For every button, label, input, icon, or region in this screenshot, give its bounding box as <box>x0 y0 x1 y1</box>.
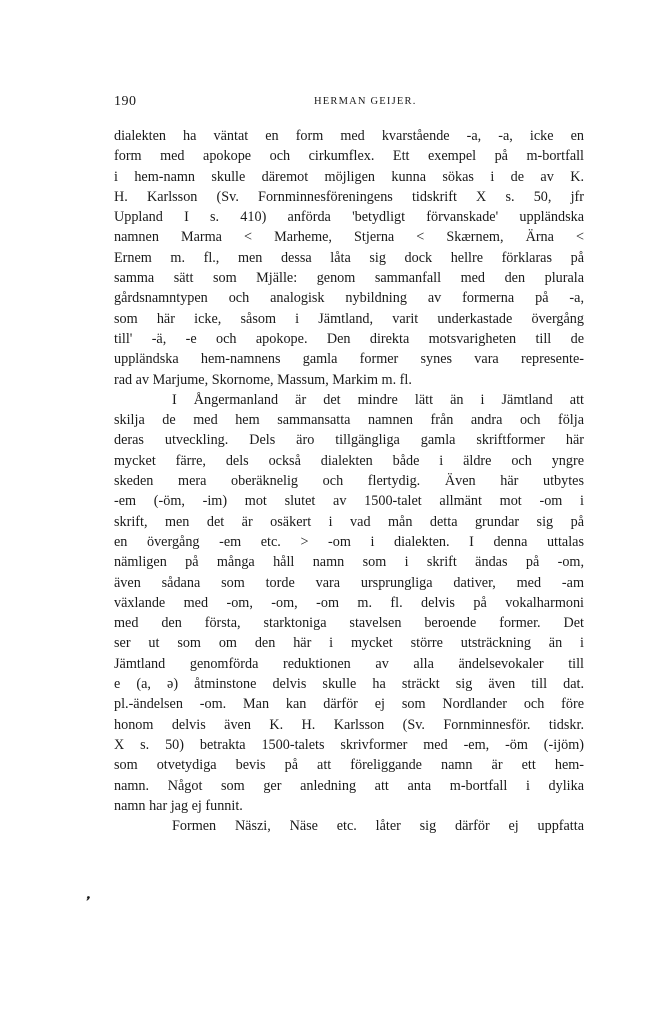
text-line: nämligen på många håll namn som i skrift ändas på -om, <box>114 554 584 571</box>
text-line: i hem-namn skulle däremot möjligen kunna sökas i de av K. <box>114 168 584 185</box>
page-number: 190 <box>114 94 137 109</box>
text-line: pl.-ändelsen -om. Man kan därför ej som Nordlander och före <box>114 696 584 713</box>
text-line: uppländska hem-namnens gamla former synes vara represente- <box>114 351 584 368</box>
text-line: e (a, ə) åtminstone delvis skulle ha sträckt sig även till dat. <box>114 676 584 693</box>
text-line: Uppland I s. 410) anförda 'betydligt förvanskade' uppländska <box>114 209 584 226</box>
text-line: samma sätt som Mjälle: genom sammanfall med den plurala <box>114 270 584 287</box>
text-line: skeden mera oberäknelig och flertydig. Även här utbytes <box>114 473 584 490</box>
text-line: Ernem m. fl., men dessa låta sig dock hellre förklaras på <box>114 249 584 266</box>
text-line: som här icke, såsom i Jämtland, varit underkastade övergång <box>114 310 584 327</box>
text-line: skilja de med hem sammansatta namnen från andra och följa <box>114 412 584 429</box>
text-line: till' -ä, -e och apokope. Den direkta motsvarigheten till de <box>114 330 584 347</box>
margin-mark-icon: ❜ <box>81 894 92 911</box>
text-line: växlande med -om, -om, -om m. fl. delvis på vokalharmoni <box>114 594 584 611</box>
text-line: som otvetydiga bevis på att föreliggande namn är ett hem- <box>114 757 584 774</box>
body-text <box>114 126 584 836</box>
text-line: även sådana som torde vara ursprungliga dativer, med -am <box>114 574 584 591</box>
text-line: mycket färre, dels också dialekten både i äldre och yngre <box>114 452 584 469</box>
text-line: Jämtland genomförda reduktionen av alla ändelsevokaler till <box>114 655 584 672</box>
text-line: namn har jag ej funnit. <box>114 797 243 814</box>
text-line: X s. 50) betrakta 1500-talets skrivformer med -em, -öm (-ijöm) <box>114 736 584 753</box>
text-line: -em (-öm, -im) mot slutet av 1500-talet allmänt mot -om i <box>114 493 584 510</box>
running-title: HERMAN GEIJER. <box>314 96 417 107</box>
paragraph-start-line: I Ångermanland är det mindre lätt än i Jämtland att <box>172 391 584 408</box>
text-line: skrift, men det är osäkert i vad mån detta grundar sig på <box>114 513 584 530</box>
text-line: deras utveckling. Dels äro tillgängliga gamla skriftformer här <box>114 432 584 449</box>
text-line: namn. Något som ger anledning att anta m-bortfall i dylika <box>114 777 584 794</box>
text-line: form med apokope och cirkumflex. Ett exempel på m-bortfall <box>114 148 584 165</box>
text-line: ser ut som om den här i mycket större utsträckning än i <box>114 635 584 652</box>
text-line: H. Karlsson (Sv. Fornminnesföreningens tidskrift X s. 50, jfr <box>114 188 584 205</box>
paragraph-start-line: Formen Näszi, Näse etc. låter sig därför ej uppfatta <box>172 818 584 835</box>
text-line: en övergång -em etc. > -om i dialekten. I denna uttalas <box>114 533 584 550</box>
text-line: rad av Marjume, Skornome, Massum, Markim m. fl. <box>114 371 412 388</box>
text-line: gårdsnamntypen och analogisk nybildning av formerna på -a, <box>114 290 584 307</box>
text-line: med den första, starktoniga stavelsen beroende former. Det <box>114 615 584 632</box>
text-line: namnen Marma < Marheme, Stjerna < Skærnem, Ärna < <box>114 229 584 246</box>
text-line: dialekten ha väntat en form med kvarstående -a, -a, icke en <box>114 128 584 144</box>
text-line: honom delvis även K. H. Karlsson (Sv. Fornminnesför. tidskr. <box>114 716 584 733</box>
